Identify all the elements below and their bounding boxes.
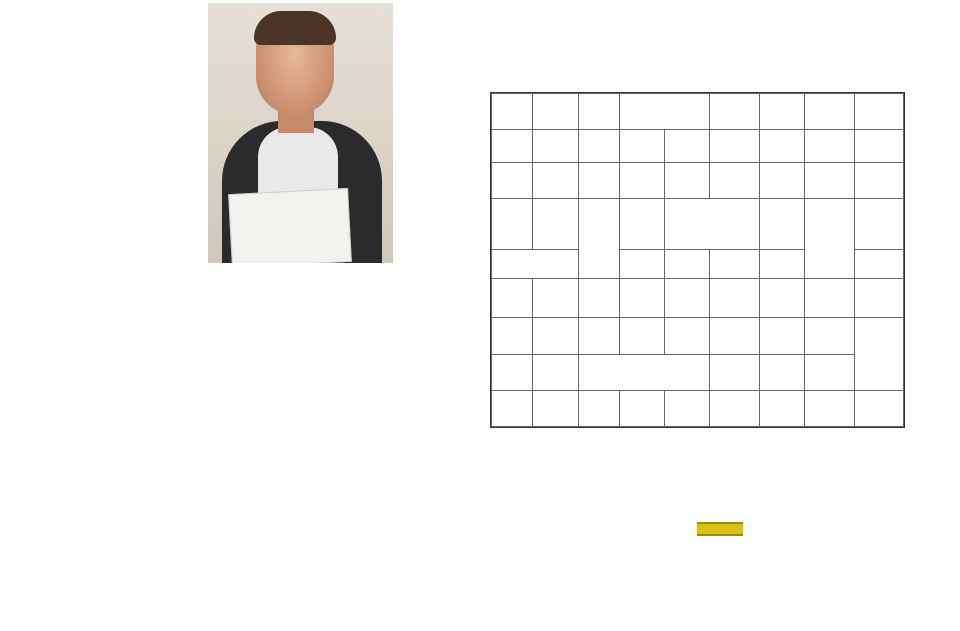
crossword-cell[interactable]	[854, 390, 904, 426]
crossword-cell[interactable]	[805, 162, 854, 198]
crossword-number	[619, 390, 664, 426]
crossword-cell[interactable]	[619, 278, 664, 318]
crossword-cell[interactable]	[759, 354, 804, 390]
crossword-cell[interactable]	[533, 390, 578, 426]
crossword-cell[interactable]	[805, 130, 854, 163]
crossword-cell[interactable]	[759, 390, 804, 426]
crossword-cell[interactable]	[533, 130, 578, 163]
clue-powstaje	[492, 249, 579, 278]
crossword-number	[665, 390, 710, 426]
crossword-cell[interactable]	[710, 318, 759, 354]
crossword-cell[interactable]	[619, 249, 664, 278]
photo-paper	[228, 188, 352, 263]
clue-podczepiane	[854, 94, 904, 130]
clue-dom-pszczol	[805, 94, 854, 130]
clue-maszyna	[492, 318, 533, 354]
clue-sprzedawca	[578, 354, 710, 390]
clue-on-i	[759, 278, 804, 318]
crossword-cell[interactable]	[492, 390, 533, 426]
clue-mala-ulica	[492, 354, 533, 390]
crossword-cell[interactable]	[854, 249, 904, 278]
crossword-cell[interactable]	[578, 162, 619, 198]
crossword-cell[interactable]	[710, 162, 759, 198]
crossword-cell[interactable]	[578, 390, 619, 426]
clue-nazwa-dzwieku	[805, 198, 854, 278]
clue-do-zucia	[665, 162, 710, 198]
crossword-cell[interactable]	[710, 354, 759, 390]
crossword-cell[interactable]	[710, 278, 759, 318]
crossword-grid	[490, 92, 905, 428]
clue-material	[492, 278, 533, 318]
crossword-cell[interactable]	[665, 130, 710, 163]
crossword-cell[interactable]	[759, 249, 804, 278]
crossword-cell[interactable]	[805, 354, 854, 390]
decorative-dash	[697, 522, 743, 536]
crossword-cell[interactable]	[710, 249, 759, 278]
crossword-cell[interactable]	[665, 249, 710, 278]
crossword-cell[interactable]	[854, 198, 904, 249]
clue-nad-ta	[854, 318, 904, 390]
crossword-cell[interactable]	[805, 278, 854, 318]
teacher-photo	[208, 3, 393, 263]
crossword-cell[interactable]	[533, 354, 578, 390]
crossword-title	[497, 0, 916, 16]
clue-dzwiek-po-la	[805, 390, 854, 426]
crossword-cell[interactable]	[619, 198, 664, 249]
vertical-name	[395, 8, 445, 258]
clue-najwyzsza	[805, 318, 854, 354]
crossword-number	[854, 278, 904, 318]
clue-po-fa	[578, 94, 619, 130]
crossword-number	[578, 278, 619, 318]
clue-co-podajemy	[578, 198, 619, 278]
crossword-cell[interactable]	[665, 318, 710, 354]
crossword-number	[759, 130, 804, 163]
crossword-number	[665, 278, 710, 318]
crossword-cell[interactable]	[533, 318, 578, 354]
crossword-cell[interactable]	[759, 94, 804, 130]
crossword-cell[interactable]	[619, 318, 664, 354]
clue-mama-babci	[492, 94, 533, 130]
crossword-cell[interactable]	[533, 162, 578, 198]
crossword-cell[interactable]	[710, 130, 759, 163]
crossword-cell[interactable]	[759, 198, 804, 249]
crossword-cell[interactable]	[578, 318, 619, 354]
crossword-number	[578, 130, 619, 163]
crossword-number	[533, 278, 578, 318]
photo-hair	[254, 11, 336, 45]
crossword-number	[619, 162, 664, 198]
crossword-cell[interactable]	[759, 162, 804, 198]
crossword-number	[759, 318, 804, 354]
clue-szkolny	[492, 162, 533, 198]
clue-linijka	[619, 94, 710, 130]
clue-ozdoba	[492, 198, 533, 249]
clue-inaczej-motocykl	[854, 130, 904, 163]
crossword-cell[interactable]	[533, 198, 578, 249]
clue-po-7	[492, 130, 533, 163]
crossword-cell[interactable]	[619, 130, 664, 163]
clue-mloda-owca	[710, 94, 759, 130]
crossword-cell[interactable]	[854, 162, 904, 198]
crossword-cell[interactable]	[710, 390, 759, 426]
crossword-cell[interactable]	[533, 94, 578, 130]
clue-maly-kot	[665, 198, 760, 249]
